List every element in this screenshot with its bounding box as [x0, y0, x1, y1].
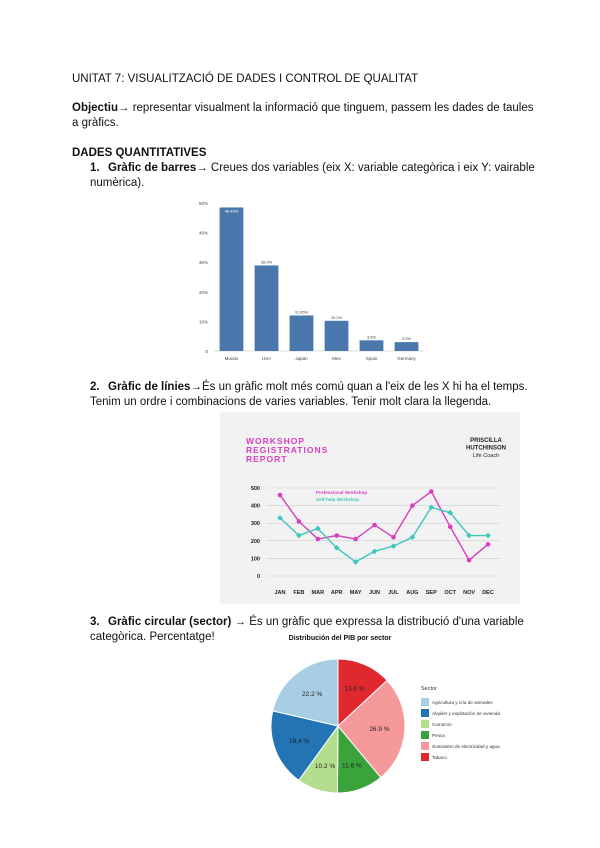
y-tick-label: 40%: [198, 230, 208, 236]
x-tick-label: MAR: [311, 590, 325, 596]
y-tick-label: 50%: [198, 201, 208, 206]
item-text: → És un gràfic que expressa la distribució d'una variable categòrica. Percentatge!: [90, 616, 524, 643]
slice-label: 11.6 %: [342, 762, 362, 770]
x-tick-label: FEB: [293, 590, 305, 596]
x-tick-label: MAY: [349, 590, 362, 596]
item-text: →És un gràfic molt més comú quan a l'eix de les X hi ha el temps. Tenim un ordre i combinacions de varies variables. Tenir molt clara la llegenda.: [90, 381, 528, 408]
series-point: [278, 493, 283, 498]
bar: [290, 315, 314, 351]
x-tick-label: APR: [330, 590, 343, 596]
author-line: HUTCHINSON: [466, 445, 506, 452]
section-heading: DADES QUANTITATIVES: [72, 147, 207, 159]
legend-entry: Pesca: [432, 733, 445, 738]
legend-entry: Tabaco: [432, 755, 447, 760]
list-number: 1.: [90, 162, 100, 174]
series-point: [316, 537, 321, 542]
chart-title-line: WORKSHOP: [246, 436, 305, 446]
list-item: [90, 161, 538, 191]
slice-label: 19.4 %: [288, 738, 310, 746]
y-tick-label: 300: [250, 521, 260, 528]
legend-entry: Professional Workshop: [316, 490, 368, 495]
series-point: [391, 535, 396, 540]
bar: [220, 207, 244, 351]
bar-data-label: 11.65%: [294, 309, 309, 315]
chart-title-line: REPORT: [246, 454, 288, 464]
bar: [325, 321, 349, 351]
series-point: [297, 519, 302, 524]
slice-label: 26.9 %: [369, 726, 390, 734]
y-tick-label: 20%: [198, 289, 208, 295]
x-tick-label: OCT: [444, 590, 456, 596]
slice-label: 22.2 %: [302, 690, 323, 698]
x-tick-label: AUG: [406, 590, 419, 596]
author-line: PRISCILLA: [470, 438, 502, 444]
legend-entry: Comercio: [432, 722, 452, 727]
x-tick-label: Mundo: [224, 356, 239, 361]
series-point: [467, 558, 472, 563]
legend-swatch: [421, 698, 429, 706]
pie-chart: [266, 630, 526, 798]
legend-entry: Suministro de electricidad y agua: [432, 744, 500, 749]
y-tick-label: 400: [250, 503, 260, 510]
bar: [360, 340, 384, 351]
slice-label: 10.2 %: [314, 762, 336, 770]
legend-swatch: [421, 709, 429, 717]
author-line: Life Coach: [472, 453, 500, 459]
x-tick-label: USA: [261, 356, 272, 361]
series-point: [372, 523, 377, 528]
x-tick-label: Germany: [397, 356, 416, 361]
bar: [395, 342, 419, 351]
series-point: [448, 524, 453, 529]
series-point: [429, 489, 434, 494]
slice-label: 13.6 %: [344, 685, 365, 693]
x-tick-label: Mex: [332, 356, 341, 361]
list-item: [90, 380, 538, 410]
line-chart: [220, 412, 520, 604]
x-tick-label: JUL: [388, 590, 399, 596]
series-point: [353, 537, 358, 542]
series-point: [410, 503, 415, 508]
y-tick-label: 10%: [198, 319, 208, 325]
bar-data-label: 3.6%: [366, 334, 377, 340]
legend-entry: Self-help Workshop: [316, 497, 360, 502]
bar-data-label: 28.9%: [260, 259, 273, 265]
bar-chart: [188, 193, 426, 363]
x-tick-label: JUN: [369, 590, 381, 596]
legend-swatch: [421, 731, 429, 739]
chart-title-line: REGISTRATIONS: [246, 445, 329, 455]
y-tick-label: 500: [250, 486, 260, 492]
series-point: [486, 542, 491, 547]
page-title: UNITAT 7: VISUALITZACIÓ DE DADES I CONTROL DE QUALITAT: [72, 73, 419, 85]
chart-title: Distribución del PIB por sector: [288, 635, 392, 642]
bar: [255, 265, 279, 351]
item-text: → Creues dos variables (eix X: variable categòrica i eix Y: vairable numèrica).: [90, 162, 535, 189]
y-tick-label: 200: [250, 538, 260, 545]
bar-data-label: 10.2%: [330, 314, 343, 320]
list-number: 3.: [90, 616, 100, 628]
item-label: Gràfic circular (sector): [108, 616, 232, 628]
item-label: Gràfic de barres: [108, 162, 197, 174]
y-tick-label: 0: [256, 574, 260, 580]
objective-label: Objectiu: [72, 102, 119, 114]
x-tick-label: Spain: [365, 356, 378, 361]
x-tick-label: JAN: [274, 590, 286, 596]
objective-paragraph: [72, 101, 542, 131]
legend-title: Sector: [421, 686, 437, 692]
item-label: Gràfic de línies: [108, 381, 191, 393]
x-tick-label: SEP: [425, 590, 437, 596]
legend-swatch: [421, 720, 429, 728]
legend-entry: Agricultura y cría de animales: [432, 700, 493, 705]
bar-data-label: 48.45%: [224, 208, 239, 214]
legend-swatch: [421, 742, 429, 750]
y-tick-label: 100: [250, 556, 260, 563]
bar-data-label: 3.0%: [401, 336, 412, 342]
objective-text: → representar visualment la informació que tinguem, passem les dades de taules a gràfics.: [72, 102, 534, 129]
x-tick-label: Japan: [295, 356, 308, 361]
y-tick-label: 0: [205, 349, 208, 354]
list-number: 2.: [90, 381, 100, 393]
x-tick-label: DEC: [482, 590, 494, 596]
y-tick-label: 30%: [198, 260, 208, 266]
x-tick-label: NOV: [463, 590, 476, 596]
series-point: [334, 533, 339, 538]
legend-swatch: [421, 753, 429, 761]
legend-entry: Alquiler y explotación de vivienda: [432, 711, 500, 716]
